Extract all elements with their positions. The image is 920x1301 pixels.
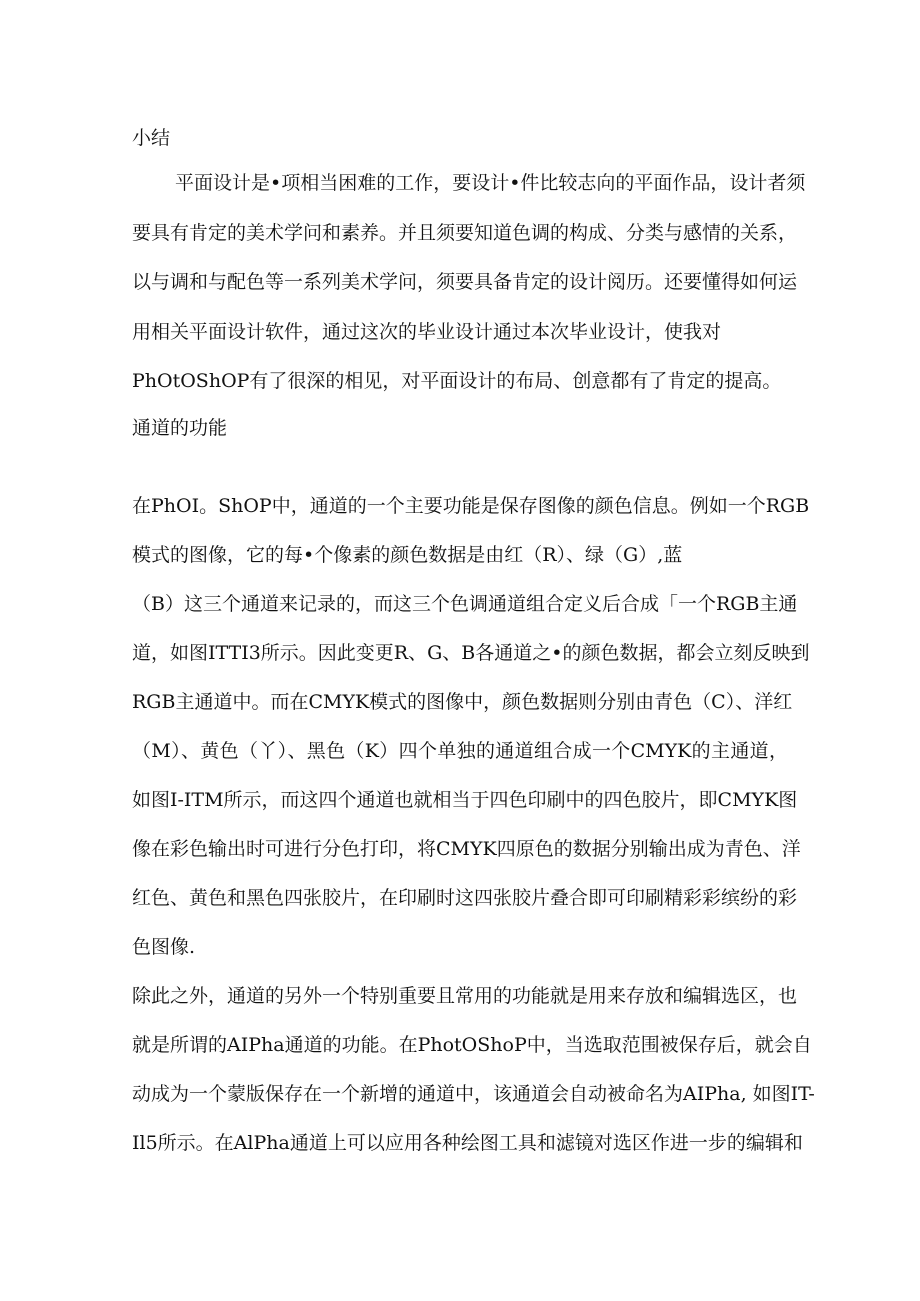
alpha-line-1: 除此之外，通道的另外一个特别重要且常用的功能就是用来存放和编辑选区，也 (132, 985, 798, 1007)
channel-line-8: 像在彩色输出时可进行分色打印，将CMYK四原色的数据分别输出成为青色、洋 (132, 838, 801, 860)
section-heading-summary: 小结 (132, 127, 171, 149)
alpha-line-2: 就是所谓的AIPha通道的功能。在PhotOShoP中，当选取范围被保存后，就会自 (132, 1034, 812, 1056)
alpha-line-3: 动成为一个蒙版保存在一个新增的通道中，该通道会自动被命名为AIPha, 如图IT- (132, 1083, 815, 1105)
channel-line-2: 模式的图像，它的每•个像素的颜色数据是由红（R）、绿（G）,蓝 (132, 544, 683, 566)
channel-line-5: RGB主通道中。而在CMYK模式的图像中，颜色数据则分别由青色（C）、洋红 (132, 691, 793, 713)
channel-line-4: 道，如图ITTI3所示。因此变更R、G、B各通道之•的颜色数据，都会立刻反映到 (132, 642, 810, 664)
channel-line-6: （M）、黄色（丫）、黑色（K）四个单独的通道组合成一个CMYK的主通道， (132, 740, 788, 762)
channel-line-7: 如图I-ITM所示，而这四个通道也就相当于四色印刷中的四色胶片，即CMYK图 (132, 789, 798, 811)
channel-line-9: 红色、黄色和黑色四张胶片，在印刷时这四张胶片叠合即可印刷精彩彩缤纷的彩 (132, 887, 798, 909)
alpha-line-4: Il5所示。在AlPha通道上可以应用各种绘图工具和滤镜对选区作进一步的编辑和 (132, 1132, 803, 1154)
channel-line-10: 色图像. (132, 936, 196, 958)
summary-line-1: 平面设计是•项相当困难的工作，要设计•件比较志向的平面作品，设计者须 (175, 172, 806, 194)
summary-line-3: 以与调和与配色等一系列美术学问，须要具备肯定的设计阅历。还要懂得如何运 (132, 271, 798, 293)
channel-line-3: （B）这三个通道来记录的，而这三个色调通道组合定义后合成「一个RGB主通 (132, 593, 798, 615)
channel-line-1: 在PhOI。ShOP中，通道的一个主要功能是保存图像的颜色信息。例如一个RGB (132, 495, 810, 517)
summary-line-4: 用相关平面设计软件，通过这次的毕业设计通过本次毕业设计，使我对 (132, 321, 722, 343)
section-heading-channels: 通道的功能 (132, 417, 228, 439)
summary-line-5: PhOtOShOP有了很深的相见，对平面设计的布局、创意都有了肯定的提高。 (132, 370, 782, 392)
summary-line-2: 要具有肯定的美术学问和素养。并且须要知道色调的构成、分类与感情的关系， (132, 222, 798, 244)
